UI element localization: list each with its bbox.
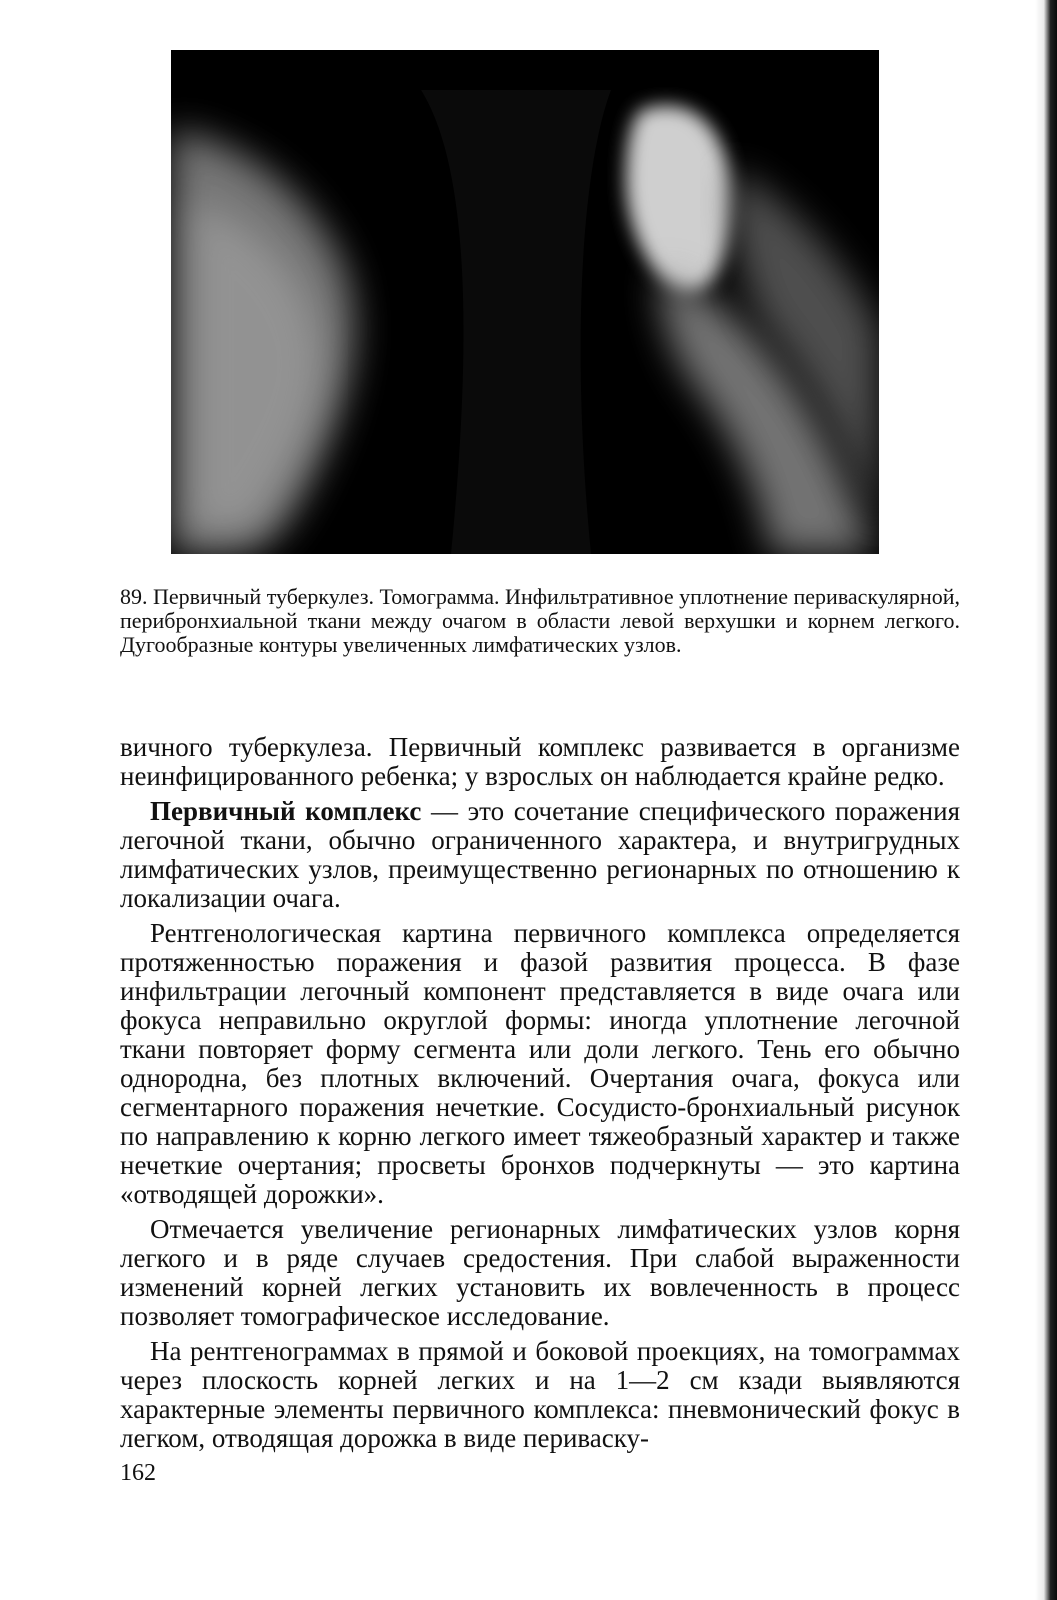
term-primary-complex: Первичный комплекс xyxy=(150,796,422,826)
paragraph-2 xyxy=(120,797,960,913)
paragraph-2-text: — это сочетание специфического поражения легочной ткани, обычно ограниченного характера, и внутригрудных лимфатических узлов, преимущественно регионарных по отношению к локализации очага. xyxy=(120,796,960,913)
paragraph-3: Рентгенологическая картина первичного комплекса определяется протяженностью поражения и фазой развития процесса. В фазе инфильтрации легочный компонент представляется в виде очага или фокуса неправильно округлой формы: иногда уплотнение легочной ткани повторяет форму сегмента или доли легкого. Тень его обычно однородна, без плотных включений. Очертания очага, фокуса или сегментарного поражения нечеткие. Сосудисто-бронхиальный рисунок по направлению к корню легкого имеет тяжеобразный характер и также нечеткие очертания; просветы бронхов подчеркнуты — это картина «отводящей дорожки». xyxy=(120,918,960,1209)
body-text xyxy=(120,733,960,1459)
tomogram-icon xyxy=(171,50,879,554)
figure-caption xyxy=(120,585,960,657)
page-binding-edge xyxy=(1035,0,1057,1600)
page-number: 162 xyxy=(120,1460,156,1486)
paragraph-5: На рентгенограммах в прямой и боковой проекциях, на томограммах через плоскость корней легких и на 1—2 см кзади выявляются характерные элементы первичного комплекса: пневмонический фокус в легком, отводящая дорожка в виде периваску- xyxy=(120,1336,960,1453)
paragraph-4: Отмечается увеличение регионарных лимфатических узлов корня легкого и в ряде случаев средостения. При слабой выраженности изменений корней легких установить их вовлеченность в процесс позволяет томографическое исследование. xyxy=(120,1214,960,1331)
tomogram-figure xyxy=(171,50,879,554)
caption-number: 89. xyxy=(120,584,148,609)
caption-text: Первичный туберкулез. Томограмма. Инфильтративное уплотнение периваскулярной, перибронхиальной ткани между очагом в области левой верхушки и корнем легкого. Дугообразные контуры увеличенных лимфатических узлов. xyxy=(120,584,960,657)
paragraph-1: вичного туберкулеза. Первичный комплекс развивается в организме неинфицированного ребенка; у взрослых он наблюдается крайне редко. xyxy=(120,732,960,791)
